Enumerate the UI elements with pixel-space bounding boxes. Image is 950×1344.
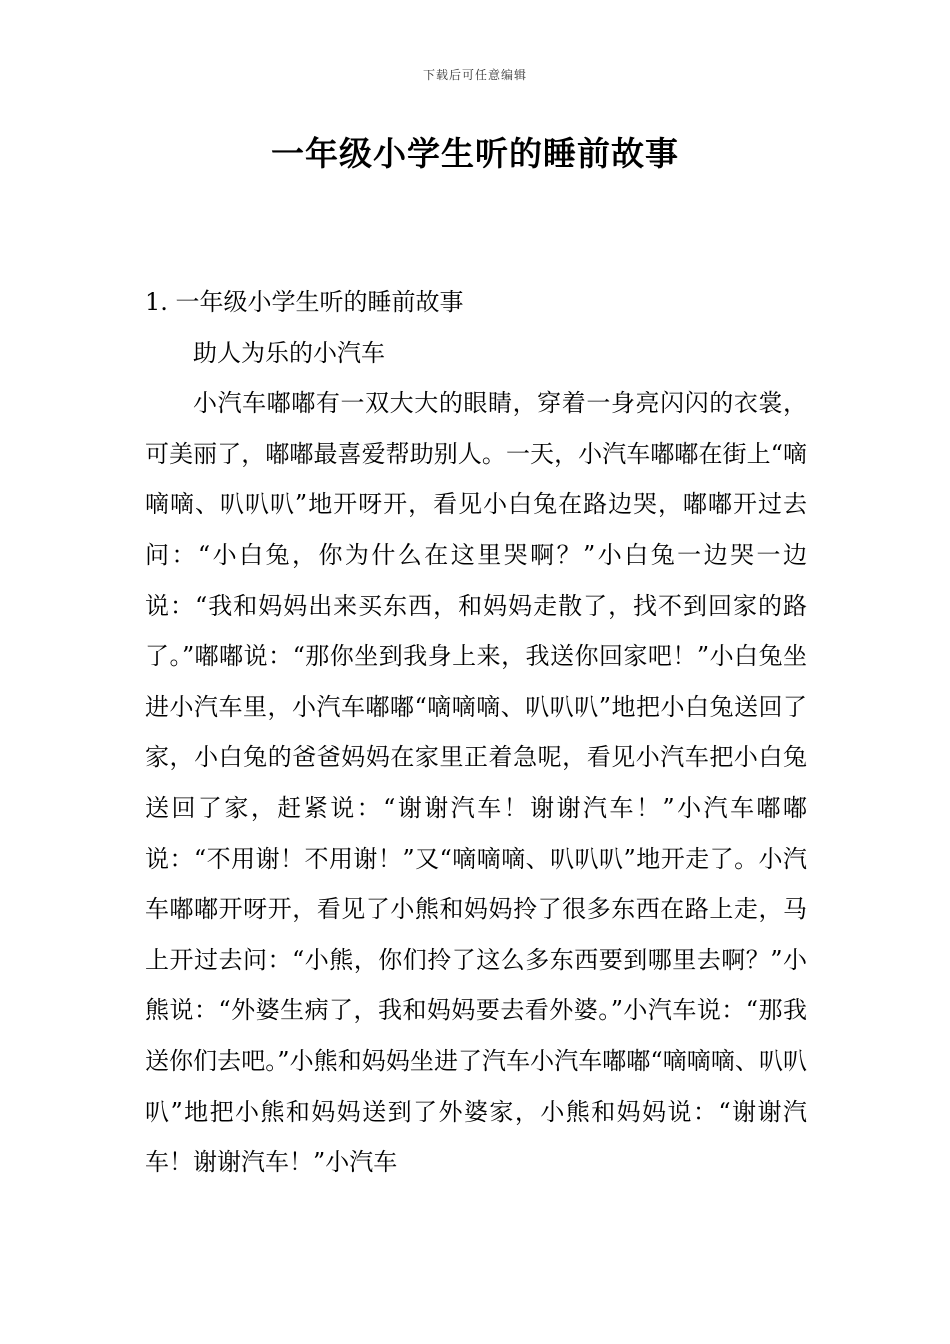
story-title: 助人为乐的小汽车 bbox=[193, 338, 385, 367]
story-body: 小汽车嘟嘟有一双大大的眼睛，穿着一身亮闪闪的衣裳，可美丽了，嘟嘟最喜爱帮助别人。一天，小汽车嘟嘟在街上“嘀嘀嘀、叭叭叭”地开呀开，看见小白兔在路边哭，嘟嘟开过去问：“小白兔，你为什么在这里哭啊？”小白兔一边哭一边说：“我和妈妈出来买东西，和妈妈走散了，找不到回家的路了。”嘟嘟说：“那你坐到我身上来，我送你回家吧！”小白兔坐进小汽车里，小汽车嘟嘟“嘀嘀嘀、叭叭叭”地把小白兔送回了家，小白兔的爸爸妈妈在家里正着急呢，看见小汽车把小白兔送回了家，赶紧说：“谢谢汽车！谢谢汽车！”小汽车嘟嘟说：“不用谢！不用谢！”又“嘀嘀嘀、叭叭叭”地开走了。小汽车嘟嘟开呀开，看见了小熊和妈妈拎了很多东西在路上走，马上开过去问：“小熊，你们拎了这么多东西要到哪里去啊？”小熊说：“外婆生病了，我和妈妈要去看外婆。”小汽车说：“那我送你们去吧。”小熊和妈妈坐进了汽车小汽车嘟嘟“嘀嘀嘀、叭叭叭”地把小熊和妈妈送到了外婆家，小熊和妈妈说：“谢谢汽车！谢谢汽车！”小汽车 bbox=[145, 389, 807, 1177]
document-title: 一年级小学生听的睡前故事 bbox=[271, 134, 679, 173]
section-heading: 1. 一年级小学生听的睡前故事 bbox=[145, 288, 464, 316]
document-content bbox=[145, 277, 807, 1188]
header-note: 下载后可任意编辑 bbox=[422, 68, 527, 82]
